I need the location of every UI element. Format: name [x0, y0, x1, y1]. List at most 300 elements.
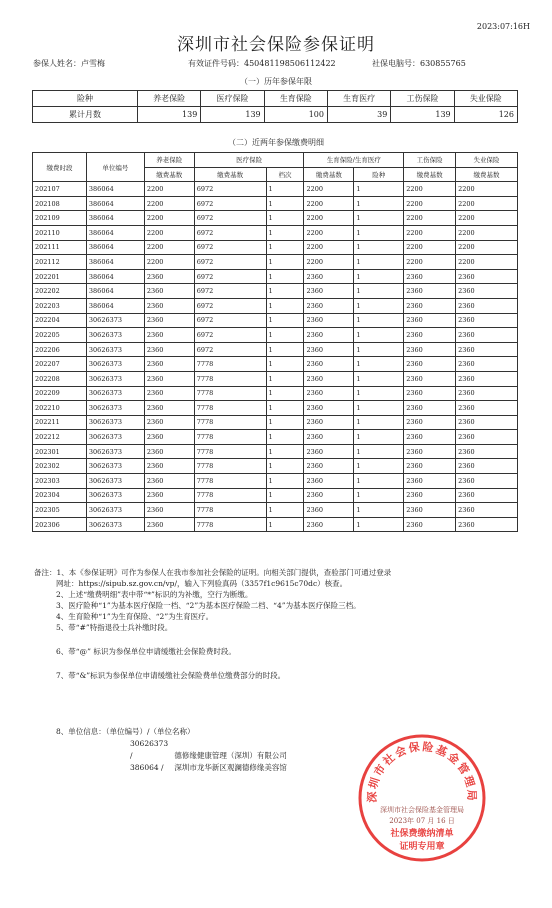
- t1-header-row: [33, 91, 518, 107]
- cell-unit-code: 386064: [86, 269, 144, 284]
- insured-name: [33, 58, 105, 69]
- cell-unemployment-base: 2360: [456, 459, 518, 474]
- seal-ring-text: 深圳市社会保险基金管理局: [365, 740, 479, 803]
- cell-maternity-base: 2360: [304, 313, 354, 328]
- t1-value: 100: [264, 107, 327, 123]
- cell-unemployment-base: 2360: [456, 313, 518, 328]
- cell-unit-code: 30626373: [86, 386, 144, 401]
- cell-injury-base: 2200: [404, 196, 456, 211]
- table-row: [33, 401, 518, 416]
- seal-date: 2023年 07 月 16 日: [389, 817, 455, 825]
- cell-maternity-base: 2200: [304, 211, 354, 226]
- cell-injury-base: 2360: [404, 415, 456, 430]
- cell-injury-base: 2200: [404, 240, 456, 255]
- cell-maternity-base: 2360: [304, 474, 354, 489]
- unit-row: [56, 762, 287, 774]
- table-row: [33, 342, 518, 357]
- table-row: [33, 240, 518, 255]
- t2-head-unit: 单位编号: [86, 153, 144, 182]
- cell-maternity-type: 1: [354, 313, 404, 328]
- cell-month: 202107: [33, 182, 87, 197]
- cell-medical-grade: 1: [266, 488, 304, 503]
- cell-maternity-type: 1: [354, 255, 404, 270]
- id-value: 450481198506112422: [244, 59, 336, 68]
- t1-value: 139: [391, 107, 454, 123]
- cell-unit-code: 30626373: [86, 474, 144, 489]
- cell-medical-grade: 1: [266, 269, 304, 284]
- cell-unit-code: 30626373: [86, 357, 144, 372]
- cell-medical-base: 7778: [194, 357, 266, 372]
- cell-medical-base: 7778: [194, 503, 266, 518]
- table-row: [33, 182, 518, 197]
- cell-maternity-base: 2360: [304, 401, 354, 416]
- t1-col: 生育保险: [264, 91, 327, 107]
- cell-pension-base: 2360: [144, 284, 194, 299]
- unit-row: [56, 738, 287, 762]
- cell-pension-base: 2360: [144, 401, 194, 416]
- note-2: 2、上述“缴费明细”表中带“*”标识的为补缴，空行为断缴。: [56, 590, 253, 599]
- table-row: [33, 430, 518, 445]
- cell-month: 202302: [33, 459, 87, 474]
- table-row: [33, 269, 518, 284]
- cell-month: 202201: [33, 269, 87, 284]
- cell-unit-code: 30626373: [86, 517, 144, 532]
- cell-unit-code: 386064: [86, 211, 144, 226]
- note-3: 3、医疗险种“1”为基本医疗保险一档、“2”为基本医疗保险二档、“4”为基本医疗保险三档。: [56, 601, 361, 610]
- insurance-years-table: [32, 90, 518, 123]
- cell-medical-grade: 1: [266, 357, 304, 372]
- cell-medical-base: 7778: [194, 488, 266, 503]
- cell-injury-base: 2200: [404, 182, 456, 197]
- cell-medical-grade: 1: [266, 386, 304, 401]
- cell-maternity-base: 2360: [304, 342, 354, 357]
- cell-unemployment-base: 2360: [456, 474, 518, 489]
- t2-head-base: 缴费基数: [144, 167, 194, 182]
- cell-pension-base: 2200: [144, 240, 194, 255]
- cell-maternity-base: 2360: [304, 269, 354, 284]
- cell-medical-grade: 1: [266, 211, 304, 226]
- cell-maternity-base: 2360: [304, 415, 354, 430]
- cell-medical-base: 7778: [194, 459, 266, 474]
- cell-unit-code: 30626373: [86, 444, 144, 459]
- cell-medical-grade: 1: [266, 313, 304, 328]
- note-1a: [34, 567, 534, 578]
- id-number: [188, 58, 336, 69]
- t2-head-type: 险种: [354, 167, 404, 182]
- table-row: [33, 444, 518, 459]
- cell-injury-base: 2200: [404, 225, 456, 240]
- cell-pension-base: 2200: [144, 225, 194, 240]
- cell-month: 202204: [33, 313, 87, 328]
- cell-maternity-type: 1: [354, 182, 404, 197]
- cell-injury-base: 2360: [404, 342, 456, 357]
- cell-injury-base: 2360: [404, 503, 456, 518]
- cell-medical-base: 7778: [194, 517, 266, 532]
- cell-pension-base: 2360: [144, 488, 194, 503]
- unit-code: 30626373 /: [130, 739, 169, 760]
- cell-injury-base: 2360: [404, 328, 456, 343]
- cell-pension-base: 2200: [144, 211, 194, 226]
- unit-info: [56, 726, 287, 774]
- cell-unit-code: 386064: [86, 255, 144, 270]
- official-seal: [356, 732, 488, 864]
- table-row: [33, 371, 518, 386]
- cell-unit-code: 30626373: [86, 415, 144, 430]
- cell-unemployment-base: 2360: [456, 298, 518, 313]
- cell-injury-base: 2360: [404, 386, 456, 401]
- table-row: [33, 357, 518, 372]
- cell-medical-base: 6972: [194, 298, 266, 313]
- cell-month: 202111: [33, 240, 87, 255]
- cell-pension-base: 2360: [144, 386, 194, 401]
- cell-maternity-type: 1: [354, 269, 404, 284]
- cell-medical-base: 7778: [194, 386, 266, 401]
- cell-medical-grade: 1: [266, 328, 304, 343]
- cell-maternity-base: 2360: [304, 328, 354, 343]
- payment-detail-table: [32, 152, 518, 532]
- si-label: 社保电脑号：: [372, 59, 420, 68]
- cell-injury-base: 2360: [404, 444, 456, 459]
- t1-header-type: 险种: [33, 91, 138, 107]
- t1-value: 126: [454, 107, 517, 123]
- cell-unemployment-base: 2360: [456, 503, 518, 518]
- cell-maternity-base: 2200: [304, 182, 354, 197]
- cell-pension-base: 2360: [144, 313, 194, 328]
- cell-injury-base: 2360: [404, 371, 456, 386]
- cell-pension-base: 2360: [144, 371, 194, 386]
- note-1a-text: 1、本《参保证明》可作为参保人在我市参加社会保险的证明。向相关部门提供，查验部门可通过登录: [56, 568, 392, 577]
- table-row: [33, 211, 518, 226]
- cell-month: 202305: [33, 503, 87, 518]
- cell-injury-base: 2360: [404, 459, 456, 474]
- cell-maternity-base: 2360: [304, 298, 354, 313]
- section1-title: （一）历年参保年限: [240, 77, 312, 86]
- cell-month: 202109: [33, 211, 87, 226]
- table-row: [33, 313, 518, 328]
- cell-injury-base: 2360: [404, 517, 456, 532]
- cell-unit-code: 386064: [86, 240, 144, 255]
- table-row: [33, 503, 518, 518]
- cell-unemployment-base: 2360: [456, 284, 518, 299]
- cell-unemployment-base: 2360: [456, 444, 518, 459]
- cell-medical-grade: 1: [266, 298, 304, 313]
- print-timestamp: 2023:07:16H: [476, 22, 530, 31]
- cell-medical-base: 6972: [194, 182, 266, 197]
- table-row: [33, 284, 518, 299]
- cell-maternity-base: 2200: [304, 240, 354, 255]
- cell-medical-grade: 1: [266, 430, 304, 445]
- cell-injury-base: 2360: [404, 284, 456, 299]
- cell-unit-code: 386064: [86, 284, 144, 299]
- cell-maternity-base: 2360: [304, 444, 354, 459]
- cell-maternity-type: 1: [354, 386, 404, 401]
- t1-col: 失业保险: [454, 91, 517, 107]
- table-row: [33, 298, 518, 313]
- t2-head-month: 缴费时段: [33, 153, 87, 182]
- unit-info-heading: 8、单位信息：（单位编号）/（单位名称）: [56, 727, 195, 736]
- cell-medical-grade: 1: [266, 444, 304, 459]
- t1-value: 139: [201, 107, 264, 123]
- cell-medical-base: 6972: [194, 196, 266, 211]
- cell-medical-grade: 1: [266, 474, 304, 489]
- note-1b: 网址：https://sipub.sz.gov.cn/vp/，输入下列验真码（3357f1c9615c70dc）核查。: [56, 579, 348, 588]
- t1-value: 139: [138, 107, 201, 123]
- id-label: 有效证件号码：: [188, 59, 244, 68]
- seal-line-1: 社保费缴纳清单: [390, 829, 454, 839]
- cell-unit-code: 386064: [86, 196, 144, 211]
- cell-month: 202110: [33, 225, 87, 240]
- t2-head-grade: 档次: [266, 167, 304, 182]
- cell-injury-base: 2360: [404, 401, 456, 416]
- name-label: 参保人姓名：: [33, 59, 81, 68]
- cell-medical-base: 6972: [194, 328, 266, 343]
- cell-unemployment-base: 2360: [456, 415, 518, 430]
- cell-pension-base: 2360: [144, 298, 194, 313]
- note-6: 6、带“@” 标识为参保单位申请缓缴社会保险费时段。: [56, 647, 236, 656]
- cell-medical-base: 7778: [194, 415, 266, 430]
- cell-pension-base: 2360: [144, 474, 194, 489]
- cell-maternity-base: 2200: [304, 196, 354, 211]
- cell-maternity-base: 2360: [304, 386, 354, 401]
- cell-pension-base: 2360: [144, 269, 194, 284]
- notes: [34, 567, 534, 681]
- cell-pension-base: 2360: [144, 342, 194, 357]
- cell-pension-base: 2360: [144, 444, 194, 459]
- cell-injury-base: 2360: [404, 488, 456, 503]
- cell-unemployment-base: 2200: [456, 211, 518, 226]
- unit-name: 德修缘健康管理（深圳）有限公司: [174, 751, 287, 760]
- cell-medical-grade: 1: [266, 371, 304, 386]
- cell-unit-code: 30626373: [86, 503, 144, 518]
- cell-month: 202202: [33, 284, 87, 299]
- table-row: [33, 517, 518, 532]
- t1-value-row: [33, 107, 518, 123]
- si-value: 630855765: [420, 59, 466, 68]
- cell-unemployment-base: 2200: [456, 225, 518, 240]
- cell-unemployment-base: 2360: [456, 430, 518, 445]
- t1-col: 生育医疗: [327, 91, 390, 107]
- cell-medical-base: 6972: [194, 342, 266, 357]
- cell-month: 202304: [33, 488, 87, 503]
- t2-head-pension: 养老保险: [144, 153, 194, 168]
- table-row: [33, 459, 518, 474]
- cell-medical-grade: 1: [266, 415, 304, 430]
- cell-maternity-type: 1: [354, 415, 404, 430]
- cell-unit-code: 30626373: [86, 401, 144, 416]
- cell-month: 202108: [33, 196, 87, 211]
- cell-month: 202211: [33, 415, 87, 430]
- cell-medical-base: 6972: [194, 255, 266, 270]
- cell-unemployment-base: 2360: [456, 401, 518, 416]
- cell-maternity-type: 1: [354, 371, 404, 386]
- cell-month: 202210: [33, 401, 87, 416]
- cell-unit-code: 386064: [86, 182, 144, 197]
- t1-col: 养老保险: [138, 91, 201, 107]
- cell-unemployment-base: 2200: [456, 196, 518, 211]
- cell-unit-code: 386064: [86, 225, 144, 240]
- cell-pension-base: 2200: [144, 255, 194, 270]
- cell-medical-base: 6972: [194, 225, 266, 240]
- cell-maternity-base: 2360: [304, 284, 354, 299]
- cell-medical-base: 7778: [194, 371, 266, 386]
- cell-unemployment-base: 2200: [456, 255, 518, 270]
- cell-medical-base: 6972: [194, 269, 266, 284]
- cell-medical-base: 7778: [194, 430, 266, 445]
- cell-maternity-type: 1: [354, 503, 404, 518]
- t1-value: 39: [327, 107, 390, 123]
- cell-unit-code: 30626373: [86, 328, 144, 343]
- table-row: [33, 255, 518, 270]
- cell-injury-base: 2200: [404, 255, 456, 270]
- cell-unit-code: 30626373: [86, 430, 144, 445]
- t1-col: 医疗保险: [201, 91, 264, 107]
- cell-unemployment-base: 2360: [456, 342, 518, 357]
- cell-injury-base: 2360: [404, 474, 456, 489]
- cell-medical-base: 7778: [194, 401, 266, 416]
- unit-name: 深圳市龙华新区观澜德修缘美容馆: [174, 763, 287, 772]
- cell-month: 202212: [33, 430, 87, 445]
- notes-prefix: 备注：: [34, 568, 57, 577]
- note-4: 4、生育险种“1”为生育保险、“2”为生育医疗。: [56, 612, 214, 621]
- cell-medical-grade: 1: [266, 503, 304, 518]
- cell-medical-base: 7778: [194, 444, 266, 459]
- cell-unit-code: 30626373: [86, 313, 144, 328]
- cell-maternity-type: 1: [354, 328, 404, 343]
- table-row: [33, 196, 518, 211]
- cell-medical-grade: 1: [266, 401, 304, 416]
- t2-head-maternity: 生育保险/生育医疗: [304, 153, 404, 168]
- cell-maternity-base: 2360: [304, 503, 354, 518]
- cell-injury-base: 2200: [404, 211, 456, 226]
- name-value: 卢雪梅: [81, 59, 105, 68]
- document-title: 深圳市社会保险参保证明: [177, 35, 375, 55]
- cell-month: 202209: [33, 386, 87, 401]
- cell-maternity-type: 1: [354, 211, 404, 226]
- cell-injury-base: 2360: [404, 430, 456, 445]
- cell-maternity-type: 1: [354, 357, 404, 372]
- cell-maternity-type: 1: [354, 298, 404, 313]
- cell-pension-base: 2200: [144, 182, 194, 197]
- cell-unemployment-base: 2360: [456, 386, 518, 401]
- cell-medical-base: 6972: [194, 240, 266, 255]
- cell-medical-grade: 1: [266, 196, 304, 211]
- cell-pension-base: 2360: [144, 328, 194, 343]
- cell-medical-base: 6972: [194, 284, 266, 299]
- cell-injury-base: 2360: [404, 357, 456, 372]
- section2-title: （二）近两年参保缴费明细: [228, 138, 324, 147]
- cell-maternity-type: 1: [354, 474, 404, 489]
- cell-maternity-type: 1: [354, 430, 404, 445]
- unit-code: 386064 /: [130, 763, 164, 772]
- table-row: [33, 415, 518, 430]
- cell-medical-grade: 1: [266, 255, 304, 270]
- t2-head-base: 缴费基数: [304, 167, 354, 182]
- cell-medical-grade: 1: [266, 225, 304, 240]
- cell-medical-grade: 1: [266, 517, 304, 532]
- cell-injury-base: 2360: [404, 269, 456, 284]
- cell-unemployment-base: 2200: [456, 240, 518, 255]
- cell-pension-base: 2360: [144, 357, 194, 372]
- cell-pension-base: 2360: [144, 459, 194, 474]
- cell-month: 202306: [33, 517, 87, 532]
- cell-unit-code: 30626373: [86, 459, 144, 474]
- t2-head-base: 缴费基数: [456, 167, 518, 182]
- table-row: [33, 386, 518, 401]
- cell-maternity-type: 1: [354, 488, 404, 503]
- cell-maternity-base: 2360: [304, 459, 354, 474]
- cell-month: 202303: [33, 474, 87, 489]
- cell-maternity-type: 1: [354, 342, 404, 357]
- cell-medical-grade: 1: [266, 240, 304, 255]
- si-number: [372, 58, 466, 69]
- table-row: [33, 488, 518, 503]
- cell-unemployment-base: 2360: [456, 328, 518, 343]
- cell-maternity-type: 1: [354, 401, 404, 416]
- cell-medical-grade: 1: [266, 182, 304, 197]
- cell-maternity-base: 2200: [304, 255, 354, 270]
- cell-maternity-type: 1: [354, 225, 404, 240]
- cell-maternity-base: 2360: [304, 517, 354, 532]
- cell-unemployment-base: 2360: [456, 371, 518, 386]
- cell-month: 202206: [33, 342, 87, 357]
- cell-maternity-base: 2360: [304, 488, 354, 503]
- t2-head-unemployment: 失业保险: [456, 153, 518, 168]
- cell-medical-grade: 1: [266, 459, 304, 474]
- cell-maternity-type: 1: [354, 284, 404, 299]
- cell-pension-base: 2200: [144, 196, 194, 211]
- cell-unit-code: 30626373: [86, 371, 144, 386]
- cell-month: 202208: [33, 371, 87, 386]
- note-5: 5、带“#”特指退役士兵补缴时段。: [56, 623, 173, 632]
- cell-maternity-base: 2360: [304, 371, 354, 386]
- cell-month: 202207: [33, 357, 87, 372]
- cell-maternity-base: 2360: [304, 357, 354, 372]
- t1-row-label: 累计月数: [33, 107, 138, 123]
- cell-medical-base: 6972: [194, 313, 266, 328]
- cell-unemployment-base: 2200: [456, 182, 518, 197]
- cell-medical-base: 6972: [194, 211, 266, 226]
- cell-maternity-type: 1: [354, 240, 404, 255]
- t1-col: 工伤保险: [391, 91, 454, 107]
- t2-head-medical: 医疗保险: [194, 153, 304, 168]
- cell-pension-base: 2360: [144, 415, 194, 430]
- note-7: 7、带“&”标识为参保单位申请缓缴社会保险费单位缴费部分的时段。: [56, 671, 286, 680]
- cell-pension-base: 2360: [144, 517, 194, 532]
- cell-unemployment-base: 2360: [456, 269, 518, 284]
- cell-unit-code: 386064: [86, 298, 144, 313]
- cell-maternity-base: 2360: [304, 430, 354, 445]
- cell-month: 202112: [33, 255, 87, 270]
- cell-injury-base: 2360: [404, 313, 456, 328]
- table-row: [33, 474, 518, 489]
- cell-maternity-type: 1: [354, 196, 404, 211]
- table-row: [33, 328, 518, 343]
- seal-line-2: 证明专用章: [399, 842, 445, 852]
- cell-maternity-type: 1: [354, 517, 404, 532]
- cell-unit-code: 30626373: [86, 342, 144, 357]
- cell-medical-grade: 1: [266, 342, 304, 357]
- cell-unemployment-base: 2360: [456, 517, 518, 532]
- cell-unemployment-base: 2360: [456, 357, 518, 372]
- cell-medical-grade: 1: [266, 284, 304, 299]
- cell-month: 202205: [33, 328, 87, 343]
- seal-center-org: 深圳市社会保险基金管理局: [380, 806, 464, 814]
- t2-head-injury: 工伤保险: [404, 153, 456, 168]
- t2-body: [33, 182, 518, 532]
- cell-pension-base: 2360: [144, 503, 194, 518]
- cell-medical-base: 7778: [194, 474, 266, 489]
- table-row: [33, 225, 518, 240]
